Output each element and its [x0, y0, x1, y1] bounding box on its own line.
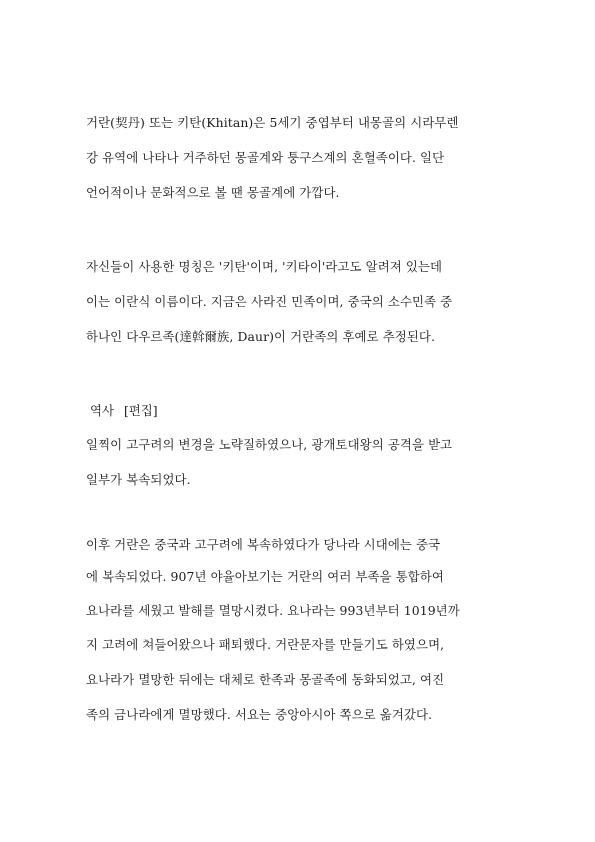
paragraph-2-line-2: 이는 이란식 이름이다. 지금은 사라진 민족이며, 중국의 소수민족 중: [86, 294, 453, 309]
paragraph-2-line-3: 하나인 다우르족(達斡爾族, Daur)이 거란족의 후예로 추정된다.: [86, 329, 436, 344]
paragraph-4-line-2: 에 복속되었다. 907년 야율아보기는 거란의 여러 부족을 통합하여: [86, 569, 444, 584]
paragraph-1-line-3: 언어적이나 문화적으로 볼 땐 몽골계에 가깝다.: [86, 185, 340, 200]
paragraph-4-line-3: 요나라를 세웠고 발해를 멸망시켰다. 요나라는 993년부터 1019년까: [86, 603, 460, 618]
paragraph-3-line-1: 일찍이 고구려의 변경을 노략질하였으나, 광개토대왕의 공격을 받고: [86, 437, 453, 452]
paragraph-4-line-4: 지 고려에 쳐들어왔으나 패퇴했다. 거란문자를 만들기도 하였으며,: [86, 637, 445, 652]
paragraph-1-line-2: 강 유역에 나타나 거주하던 몽골계와 퉁구스계의 혼혈족이다. 일단: [86, 150, 445, 165]
paragraph-1-line-1: 거란(契丹) 또는 키탄(Khitan)은 5세기 중엽부터 내몽골의 시라무렌: [86, 115, 459, 130]
section-title: 역사: [90, 403, 114, 418]
paragraph-4-line-6: 족의 금나라에게 멸망했다. 서요는 중앙아시아 쪽으로 옮겨갔다.: [86, 707, 433, 722]
paragraph-4-line-1: 이후 거란은 중국과 고구려에 복속하였다가 당나라 시대에는 중국: [86, 537, 441, 552]
edit-link[interactable]: [편집]: [123, 403, 158, 418]
paragraph-3-line-2: 일부가 복속되었다.: [86, 472, 191, 487]
paragraph-4-line-5: 요나라가 멸망한 뒤에는 대체로 한족과 몽골족에 동화되었고, 여진: [86, 672, 445, 687]
paragraph-2-line-1: 자신들이 사용한 명칭은 '키탄'이며, '키타이'라고도 알려져 있는데: [86, 259, 443, 274]
section-heading: [90, 403, 158, 419]
